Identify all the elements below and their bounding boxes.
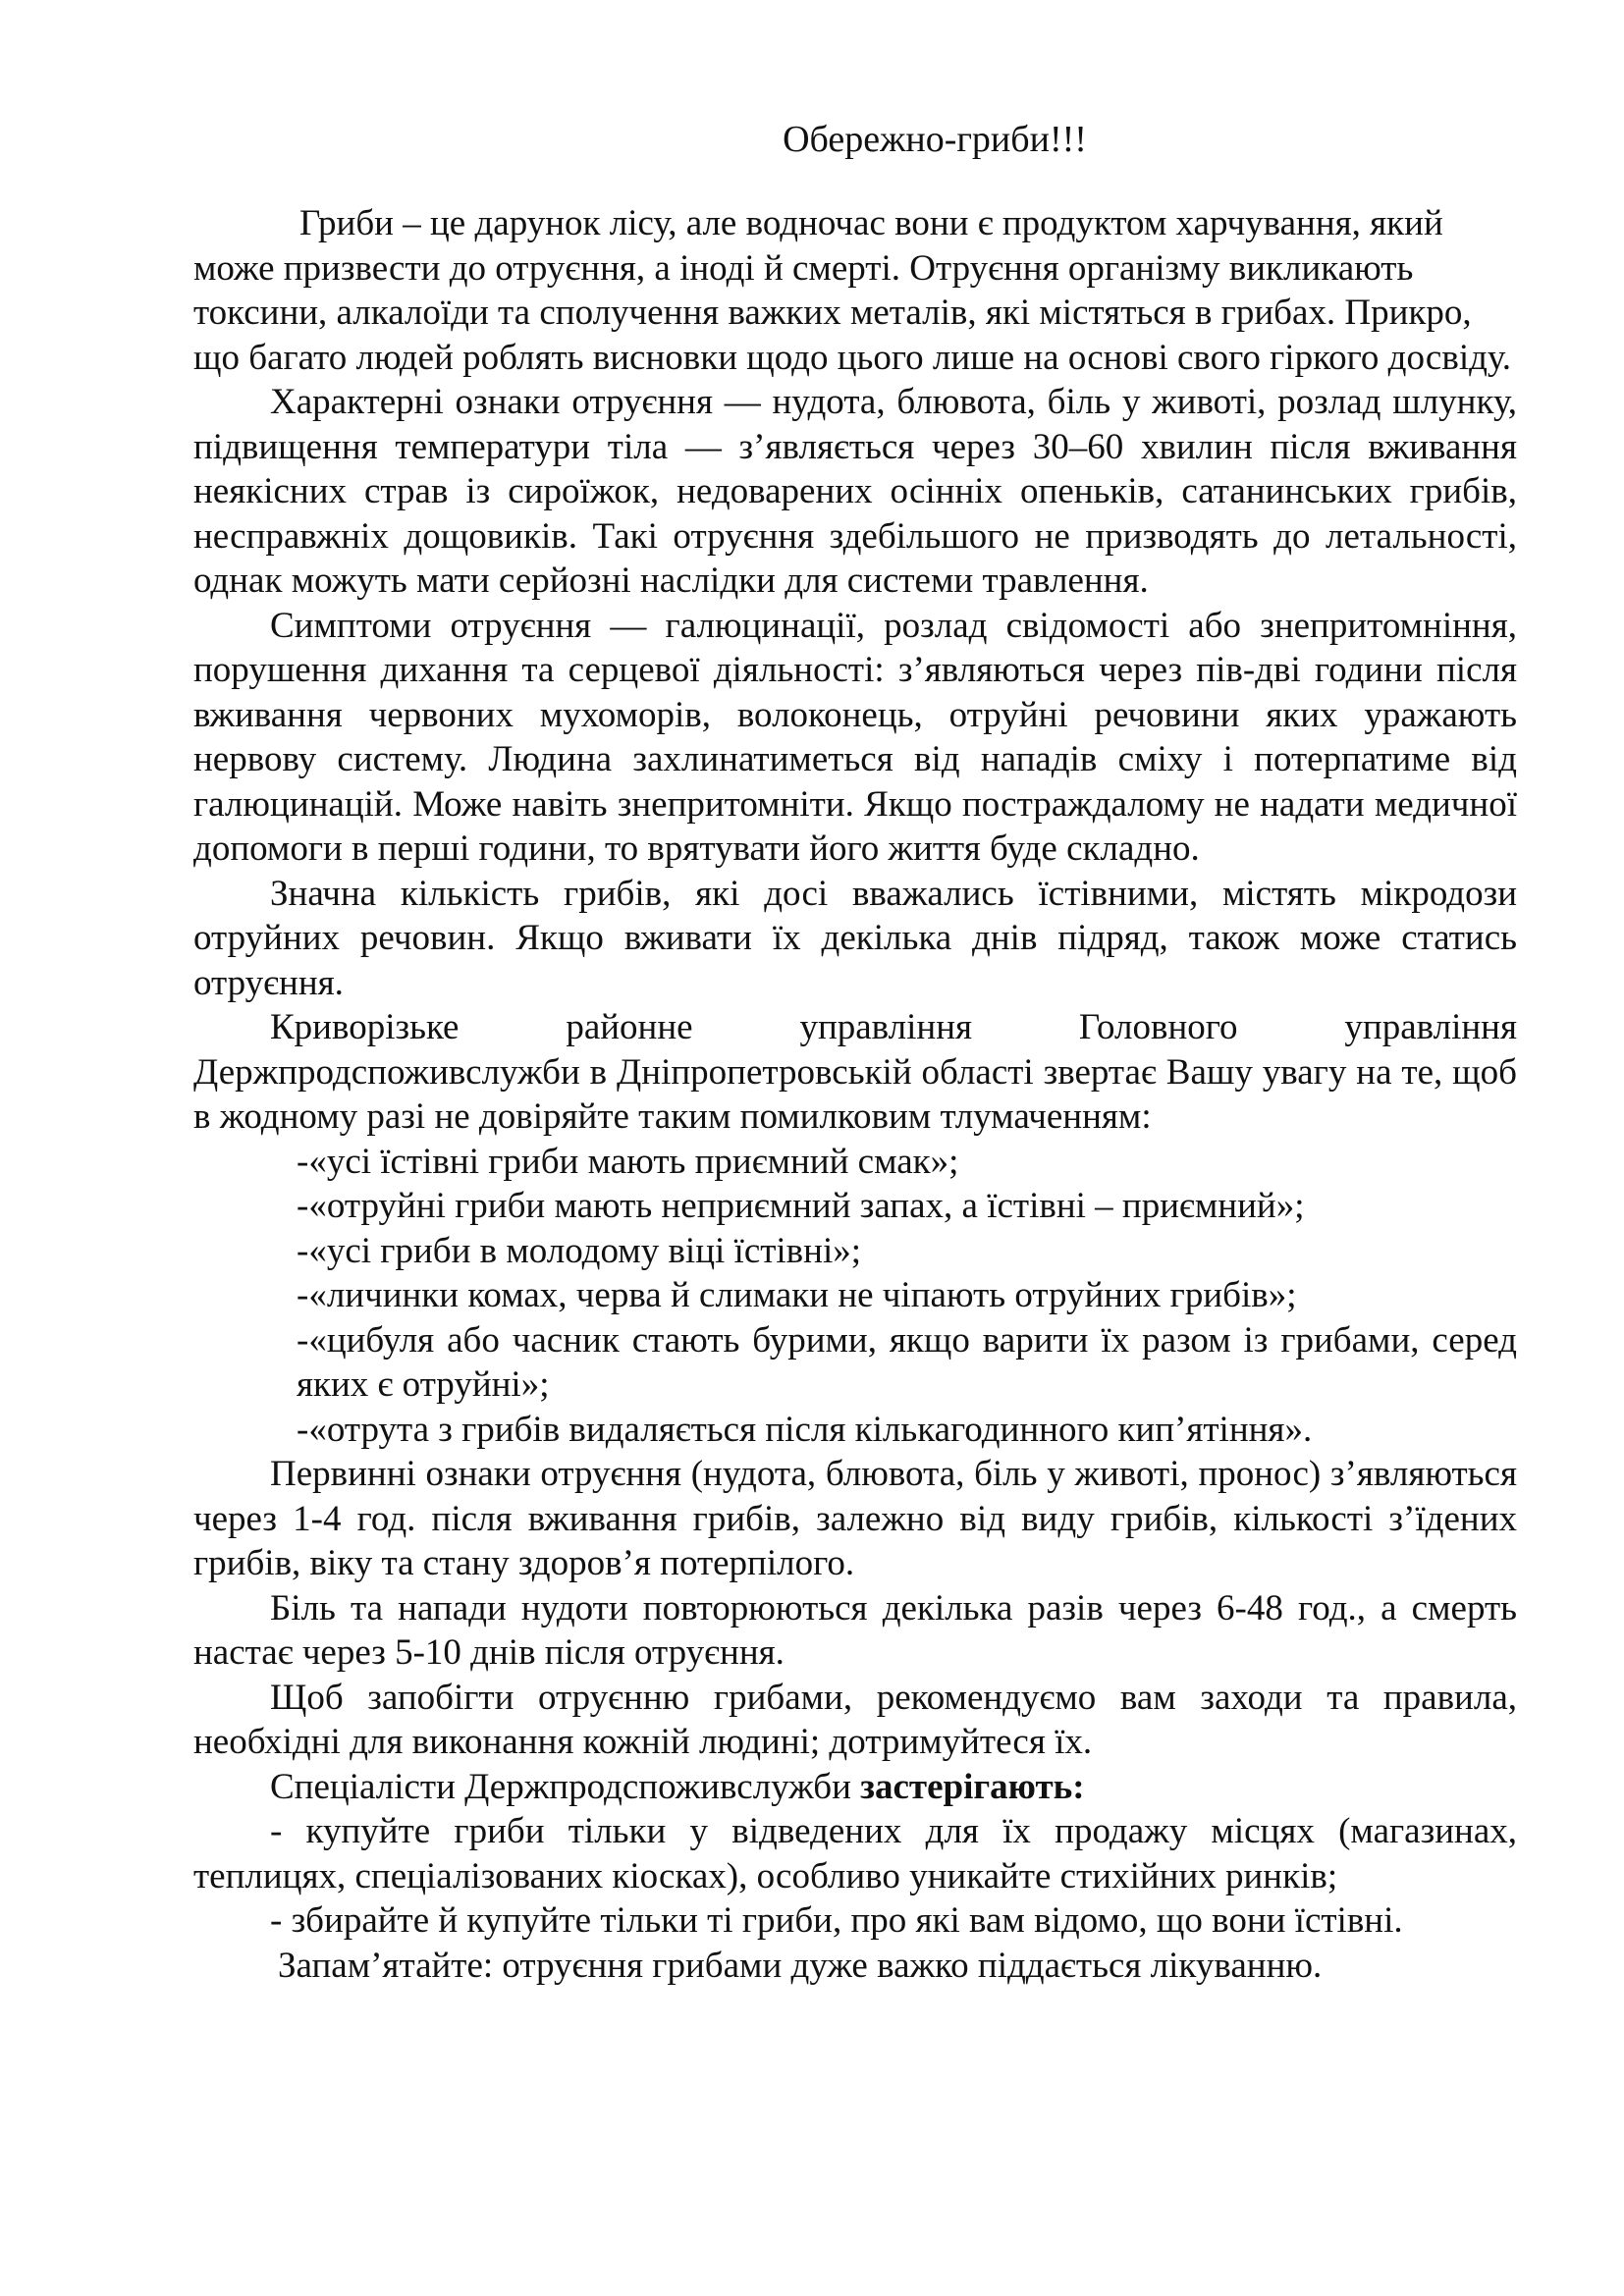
- warning-bold: застерігають:: [860, 1766, 1085, 1807]
- paragraph-primary-signs: Первинні ознаки отруєння (нудота, блювота, біль у животі, пронос) з’являються через 1-4 год. після вживання грибів, залежно від виду грибів, кількості з’їдених грибів, віку та стану здоров’я потерпілого.: [193, 1454, 1517, 1583]
- myth-item: -«усі їстівні гриби мають приємний смак»;: [297, 1141, 959, 1182]
- page-title: Обережно-гриби!!!: [783, 119, 1087, 160]
- myth-item: -«отрута з грибів видаляється після кількагодинного кип’ятіння».: [297, 1409, 1313, 1450]
- paragraph-symptoms-nervous: Симптоми отруєння — галюцинації, розлад свідомості або знепритомніння, порушення дихання та серцевої діяльності: з’являються через пів-дві години після вживання червоних мухоморів, волоконець, отруйні речовини яких уражають нервову систему. Людина захлинатиметься від нападів сміху і потерпатиме від галюцинацій. Може навіть знепритомніти. Якщо постраждалому не надати медичної допомоги в перші години, то врятувати його життя буде складно.: [193, 605, 1517, 869]
- paragraph-prevention: Щоб запобігти отруєнню грибами, рекомендуємо вам заходи та правила, необхідні для виконання кожній людині; дотримуйтеся їх.: [193, 1677, 1517, 1762]
- warning-intro: Спеціалісти Держпродспоживслужби: [270, 1766, 861, 1807]
- rule-item: - збирайте й купуйте тільки ті гриби, про які вам відомо, що вони їстівні.: [270, 1900, 1403, 1941]
- paragraph-authority-notice: Криворізьке районне управління Головного управління Держпродспоживслужби в Дніпропетровській області звертає Вашу увагу на те, щоб в жодному разі не довіряйте таким помилковим тлумаченням:: [193, 1007, 1517, 1137]
- paragraph-symptoms-digestive: Характерні ознаки отруєння — нудота, блювота, біль у животі, розлад шлунку, підвищення температури тіла — з’являється через 30–60 хвилин після вживання неякісних страв із сироїжок, недоварених осінніх опеньків, сатанинських грибів, несправжніх дощовиків. Такі отруєння здебільшого не призводять до летальності, однак можуть мати серйозні наслідки для системи травлення.: [193, 382, 1517, 601]
- document-body: [193, 201, 1517, 1988]
- myth-item: -«личинки комах, черва й слимаки не чіпають отруйних грибів»;: [297, 1275, 1297, 1315]
- rule-item: - купуйте гриби тільки у відведених для їх продажу місцях (магазинах, теплицях, спеціалізованих кіосках), особливо уникайте стихійних ринків;: [193, 1811, 1517, 1896]
- paragraph-microdoses: Значна кількість грибів, які досі вважались їстівними, містять мікродози отруйних речовин. Якщо вживати їх декілька днів підряд, також може статись отруєння.: [193, 873, 1517, 1003]
- paragraph-warning: [193, 1765, 1517, 1810]
- paragraph-pain-death: Біль та напади нудоти повторюються декілька разів через 6-48 год., а смерть настає через 5-10 днів після отруєння.: [193, 1587, 1517, 1673]
- myths-list: [193, 1140, 1517, 1453]
- closing-note: Запам’ятайте: отруєння грибами дуже важко піддається лікуванню.: [278, 1945, 1323, 1986]
- myth-item: -«отруйні гриби мають неприємний запах, а їстівні – приємний»;: [297, 1186, 1305, 1226]
- myth-item: -«усі гриби в молодому віці їстівні»;: [297, 1230, 862, 1271]
- myth-item: -«цибуля або часник стають бурими, якщо варити їх разом із грибами, серед яких є отруйні»;: [297, 1319, 1517, 1405]
- paragraph-intro: Гриби – це дарунок лісу, але водночас вони є продуктом харчування, який може призвести до отруєння, а іноді й смерті. Отруєння організму викликають токсини, алкалоїди та сполучення важких металів, які містяться в грибах. Прикро, що багато людей роблять висновки щодо цього лише на основі свого гіркого досвіду.: [193, 203, 1511, 378]
